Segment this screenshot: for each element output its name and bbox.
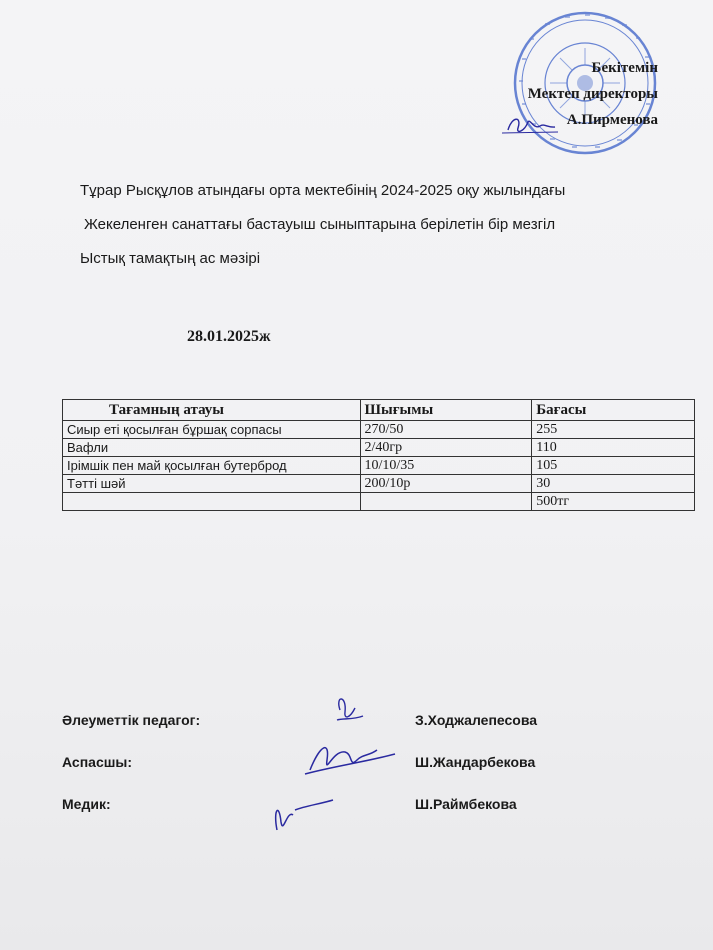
dish-name: Ірімшік пен май қосылған бутерброд [63, 457, 361, 475]
staff-name: Ш.Жандарбекова [415, 754, 536, 770]
dish-name: Вафли [63, 439, 361, 457]
dish-price: 105 [532, 457, 695, 475]
staff-signatures [265, 690, 405, 850]
table-header-row [63, 400, 695, 421]
header-portion: Шығымы [360, 400, 532, 421]
dish-portion: 2/40гр [360, 439, 532, 457]
empty-cell [360, 493, 532, 511]
header-price: Бағасы [532, 400, 695, 421]
table-row [63, 475, 695, 493]
menu-heading [80, 182, 565, 284]
dish-portion: 200/10р [360, 475, 532, 493]
table-total-row [63, 493, 695, 511]
dish-portion: 270/50 [360, 421, 532, 439]
dish-name: Тәтті шәй [63, 475, 361, 493]
empty-cell [63, 493, 361, 511]
header-dish: Тағамның атауы [63, 400, 361, 421]
staff-role: Медик: [62, 796, 111, 812]
approval-position: Мектеп директоры [527, 86, 658, 102]
menu-date: 28.01.2025ж [187, 328, 271, 345]
dish-price: 255 [532, 421, 695, 439]
staff-role: Әлеуметтік педагог: [62, 712, 201, 728]
menu-table [62, 399, 695, 511]
heading-line-1: Тұрар Рысқұлов атындағы орта мектебінің 2024-2025 оқу жылындағы [80, 182, 566, 199]
staff-name: З.Ходжалепесова [415, 712, 538, 728]
staff-role: Аспасшы: [62, 754, 133, 770]
staff-name: Ш.Раймбекова [415, 796, 517, 812]
dish-price: 110 [532, 439, 695, 457]
heading-line-3: Ыстық тамақтың ас мәзірі [80, 250, 261, 267]
total-price: 500тг [532, 493, 695, 511]
heading-line-2: Жекеленген санаттағы бастауыш сыныптарына берілетін бір мезгіл [84, 216, 556, 233]
approval-name: А.Пирменова [566, 112, 658, 128]
dish-name: Сиыр еті қосылған бұршақ сорпасы [63, 421, 361, 439]
table-row [63, 421, 695, 439]
approval-title: Бекітемін [591, 60, 658, 76]
table-row [63, 439, 695, 457]
table-row [63, 457, 695, 475]
dish-price: 30 [532, 475, 695, 493]
dish-portion: 10/10/35 [360, 457, 532, 475]
director-signature [500, 110, 560, 140]
